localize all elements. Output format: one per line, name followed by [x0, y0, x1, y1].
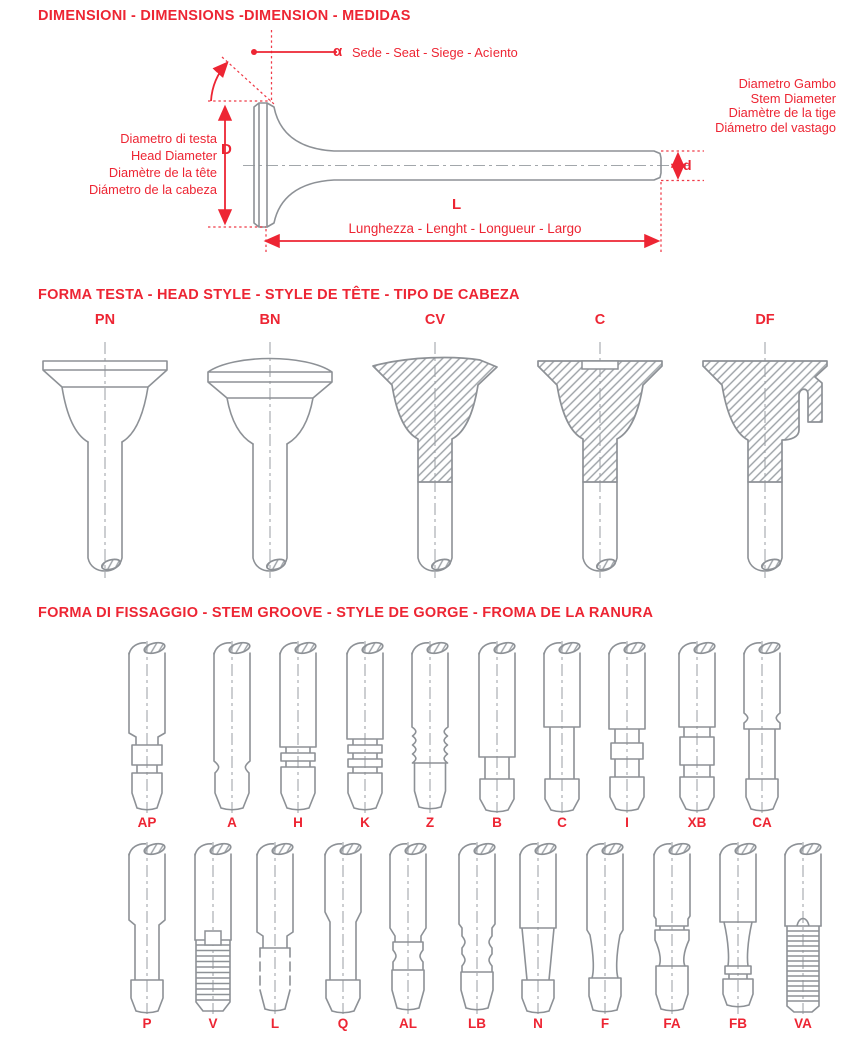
stem-groove-title: FORMA DI FISSAGGIO - STEM GROOVE - STYLE DE GORGE - FROMA DE LA RANURA [38, 605, 654, 621]
figure-cell-FA [639, 842, 705, 1031]
stem-diameter-label: Diametro Gambo Stem Diameter Diamètre de la tige Diámetro del vastago [715, 76, 836, 135]
figure-cell-XB [664, 641, 730, 830]
head-figure-BN [200, 330, 340, 580]
figure-cell-CA [729, 641, 795, 830]
head-figure-PN [35, 330, 175, 580]
stem-figure-C [529, 641, 595, 813]
stem-figure-P [114, 842, 180, 1014]
stem-figure-K [332, 641, 398, 813]
head-figure-C [530, 330, 670, 580]
figure-label: XB [687, 815, 707, 830]
figure-cell-CV [365, 312, 505, 580]
figure-cell-K [332, 641, 398, 830]
figure-cell-A [199, 641, 265, 830]
figure-label: F [600, 1016, 610, 1031]
figure-cell-C [530, 312, 670, 580]
stem-figure-I [594, 641, 660, 813]
figure-cell-VA [770, 842, 836, 1031]
figure-label: FB [729, 1016, 747, 1031]
stem-figure-CA [729, 641, 795, 813]
stem-figure-F [572, 842, 638, 1014]
length-label: Lunghezza - Lenght - Longueur - Largo [348, 221, 582, 236]
figure-cell-AP [114, 641, 180, 830]
figure-cell-Q [310, 842, 376, 1031]
figure-cell-AL [375, 842, 441, 1031]
stem-figure-FA [639, 842, 705, 1014]
figure-label: CA [752, 815, 772, 830]
head-diameter-label: Diametro di testa Head Diameter Diamètre de la tête Diámetro de la cabeza [88, 131, 217, 197]
head-figure-DF [695, 330, 835, 580]
figure-label: K [360, 815, 370, 830]
stem-figure-Z [397, 641, 463, 813]
figure-label: BN [259, 312, 281, 328]
stem-figure-L [242, 842, 308, 1014]
stem-figure-Q [310, 842, 376, 1014]
figure-cell-DF [695, 312, 835, 580]
head-style-title: FORMA TESTA - HEAD STYLE - STYLE DE TÊTE - TIPO DE CABEZA [38, 287, 520, 303]
figure-label: VA [794, 1016, 812, 1031]
figure-label: CV [424, 312, 446, 328]
stem-figure-LB [444, 842, 510, 1014]
figure-cell-H [265, 641, 331, 830]
seat-label: Sede - Seat - Siege - Acìento [352, 45, 518, 60]
figure-cell-FB [705, 842, 771, 1031]
figure-cell-V [180, 842, 246, 1031]
figure-label: A [227, 815, 237, 830]
length-symbol: L [452, 196, 462, 213]
figure-cell-N [505, 842, 571, 1031]
stem-figure-V [180, 842, 246, 1014]
figure-label: H [293, 815, 303, 830]
figure-label: AP [137, 815, 157, 830]
figure-cell-L [242, 842, 308, 1031]
figure-label: DF [755, 312, 775, 328]
figure-cell-Z [397, 641, 463, 830]
figure-cell-I [594, 641, 660, 830]
figure-label: Q [337, 1016, 349, 1031]
figure-label: N [533, 1016, 543, 1031]
figure-label: V [208, 1016, 218, 1031]
figure-cell-C [529, 641, 595, 830]
stem-figure-B [464, 641, 530, 813]
alpha-symbol: α [333, 43, 343, 60]
stem-figure-A [199, 641, 265, 813]
figure-label: I [625, 815, 629, 830]
figure-cell-P [114, 842, 180, 1031]
stem-figure-AL [375, 842, 441, 1014]
stem-diameter-symbol: d [683, 157, 692, 173]
figure-cell-PN [35, 312, 175, 580]
head-diameter-symbol: D [221, 141, 232, 158]
stem-figure-H [265, 641, 331, 813]
head-figure-CV [365, 330, 505, 580]
stem-figure-FB [705, 842, 771, 1014]
figure-label: C [557, 815, 567, 830]
figure-label: L [270, 1016, 280, 1031]
figure-label: PN [94, 312, 116, 328]
stem-figure-VA [770, 842, 836, 1014]
dimensions-title: DIMENSIONI - DIMENSIONS -DIMENSION - MEDIDAS [38, 8, 411, 24]
figure-label: AL [399, 1016, 417, 1031]
figure-label: FA [663, 1016, 681, 1031]
stem-figure-XB [664, 641, 730, 813]
figure-label: P [142, 1016, 152, 1031]
figure-cell-BN [200, 312, 340, 580]
figure-cell-LB [444, 842, 510, 1031]
figure-label: B [492, 815, 502, 830]
figure-cell-B [464, 641, 530, 830]
stem-figure-AP [114, 641, 180, 813]
stem-figure-N [505, 842, 571, 1014]
figure-cell-F [572, 842, 638, 1031]
figure-label: LB [468, 1016, 486, 1031]
figure-label: Z [425, 815, 435, 830]
figure-label: C [594, 312, 606, 328]
